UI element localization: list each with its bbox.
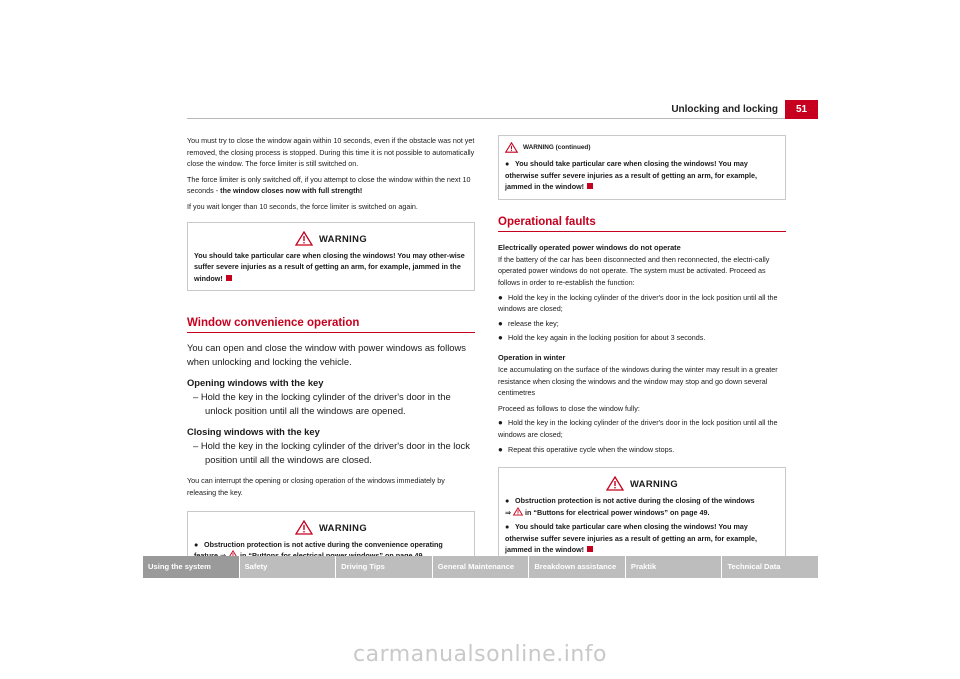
subheading-operation-in-winter: Operation in winter bbox=[498, 352, 566, 362]
list-item-text: release the key; bbox=[508, 318, 559, 328]
warning-box-3-header bbox=[505, 476, 779, 491]
footer-navigation bbox=[143, 556, 818, 578]
list-item-text: Hold the key again in the locking position for about 3 seconds. bbox=[508, 333, 706, 343]
warning-continued-header bbox=[505, 142, 779, 153]
bullet-dot: ● bbox=[498, 418, 503, 428]
warning-bullet bbox=[505, 495, 779, 518]
arrow-reference: ⇒ bbox=[505, 507, 512, 517]
heading-opening-windows: Opening windows with the key bbox=[187, 377, 324, 389]
warning-box-1 bbox=[187, 222, 475, 292]
bullet-dot: ● bbox=[498, 333, 503, 343]
warning-text-body: You should take particular care when closing the windows! You may other-wise suffer severe injuries as a result of getting an arm, for example, jammed in the window! bbox=[194, 250, 465, 283]
section-title-window-convenience: Window convenience operation bbox=[187, 317, 475, 333]
warning-bullet bbox=[505, 521, 779, 556]
footer-tab-technical-data[interactable]: Technical Data bbox=[722, 556, 818, 578]
bullet-dot: ● bbox=[498, 318, 503, 328]
subheading-power-windows-inoperative: Electrically operated power windows do not operate bbox=[498, 242, 681, 252]
footer-tab-praktik[interactable]: Praktik bbox=[626, 556, 723, 578]
footer-tab-breakdown-assistance[interactable]: Breakdown assistance bbox=[529, 556, 626, 578]
bullet-dot: ● bbox=[194, 539, 199, 549]
warning-triangle-icon bbox=[606, 476, 624, 491]
warning-triangle-icon bbox=[295, 231, 313, 246]
heading-closing-windows: Closing windows with the key bbox=[187, 426, 320, 438]
watermark: carmanualsonline.info bbox=[353, 642, 607, 667]
warning-text bbox=[194, 250, 468, 285]
footer-tab-general-maintenance[interactable]: General Maintenance bbox=[433, 556, 530, 578]
list-item bbox=[498, 417, 786, 440]
list-item bbox=[498, 292, 786, 315]
warning-bullet-text-a: Obstruction protection is not active during the convenience operating bbox=[204, 539, 443, 549]
warning-title: WARNING bbox=[318, 521, 368, 533]
bullet-dot: ● bbox=[498, 292, 503, 302]
end-of-section-icon bbox=[226, 275, 232, 281]
page-number: 51 bbox=[785, 100, 818, 119]
warning-title: WARNING bbox=[318, 232, 368, 244]
warning-title: WARNING bbox=[629, 478, 679, 490]
warning-bullet-text: You should take particular care when closing the windows! You may otherwise suffer severe injuries as a result of getting an arm, for example, jammed in the window! bbox=[505, 522, 758, 555]
end-of-section-icon bbox=[587, 546, 593, 552]
footer-tab-driving-tips[interactable]: Driving Tips bbox=[336, 556, 433, 578]
list-item-text: Hold the key in the locking cylinder of the driver's door in the lock position until all the windows are closed; bbox=[498, 292, 778, 314]
bullet-dot: ● bbox=[505, 496, 510, 506]
list-item bbox=[498, 318, 786, 330]
intro-paragraph-3: If you wait longer than 10 seconds, the force limiter is switched on again. bbox=[187, 201, 418, 211]
list-item-text: Repeat this operatiive cycle when the window stops. bbox=[508, 444, 675, 454]
warning-box-1-header bbox=[194, 231, 468, 246]
header-rule bbox=[187, 118, 785, 119]
paragraph-operation-in-winter: Ice accumulating on the surface of the windows during the winter may result in a greater resistance when closing the windows and the window may stop and go down several centimetres bbox=[498, 364, 778, 398]
interrupt-note: You can interrupt the opening or closing operation of the windows immediately by releasing the key. bbox=[187, 476, 445, 497]
warning-triangle-icon bbox=[295, 520, 313, 535]
warning-continued-box bbox=[498, 135, 786, 200]
warning-box-3 bbox=[498, 467, 786, 563]
intro-paragraph-2-text: The force limiter is only switched off, if you attempt to close the window within the next 10 seconds - bbox=[187, 174, 471, 196]
running-header-title: Unlocking and locking bbox=[671, 104, 778, 115]
warning-triangle-icon bbox=[505, 142, 518, 153]
warning-bullet-text-a: Obstruction protection is not active during the closing of the windows bbox=[515, 496, 755, 506]
warning-continued-title: WARNING (continued) bbox=[523, 144, 591, 151]
step-closing-windows: – Hold the key in the locking cylinder of the driver's door in the lock position until all the windows are closed. bbox=[193, 440, 470, 466]
warning-bullet-text: You should take particular care when closing the windows! You may otherwise suffer severe injuries as a result of getting an arm, for example, jammed in the window! bbox=[505, 159, 758, 192]
step-opening-windows: – Hold the key in the locking cylinder of the driver's door in the unlock position until all the windows are opened. bbox=[193, 391, 451, 417]
warning-bullet bbox=[505, 158, 779, 193]
section-title-operational-faults: Operational faults bbox=[498, 216, 786, 232]
list-item-text: Hold the key in the locking cylinder of the driver's door in the lock position until all the windows are closed; bbox=[498, 418, 778, 439]
paragraph-proceed: Proceed as follows to close the window fully: bbox=[498, 403, 640, 413]
list-item bbox=[498, 332, 786, 344]
intro-paragraph-1: You must try to close the window again within 10 seconds, even if the obstacle was not yet removed, the closing process is stopped. During this time it is not possible to automatically close the window. The force limiter is still switched on. bbox=[187, 136, 475, 169]
intro-paragraph-2 bbox=[187, 174, 475, 197]
bullet-dot: ● bbox=[505, 159, 510, 168]
lead-paragraph: You can open and close the window with power windows as follows when unlocking and locking the vehicle. bbox=[187, 342, 466, 368]
bullet-dot: ● bbox=[505, 522, 510, 532]
end-of-section-icon bbox=[587, 183, 593, 189]
left-column bbox=[187, 135, 475, 569]
list-item bbox=[498, 444, 786, 456]
footer-tab-using-the-system[interactable]: Using the system bbox=[143, 556, 240, 578]
warning-box-2-header bbox=[194, 520, 468, 535]
warning-bullet-text-c: in “Buttons for electrical power windows” on page 49. bbox=[523, 507, 710, 517]
right-column bbox=[498, 135, 786, 563]
bullet-dot: ● bbox=[498, 444, 503, 454]
warning-triangle-icon bbox=[513, 507, 523, 516]
paragraph-power-windows-inoperative: If the battery of the car has been disconnected and then reconnected, the electri-cally operated power windows do not operate. The system must be activated. Proceed as follows in order to re-establish the function: bbox=[498, 254, 770, 287]
intro-paragraph-2-emphasis: the window closes now with full strength! bbox=[220, 186, 363, 196]
footer-tab-safety[interactable]: Safety bbox=[240, 556, 337, 578]
